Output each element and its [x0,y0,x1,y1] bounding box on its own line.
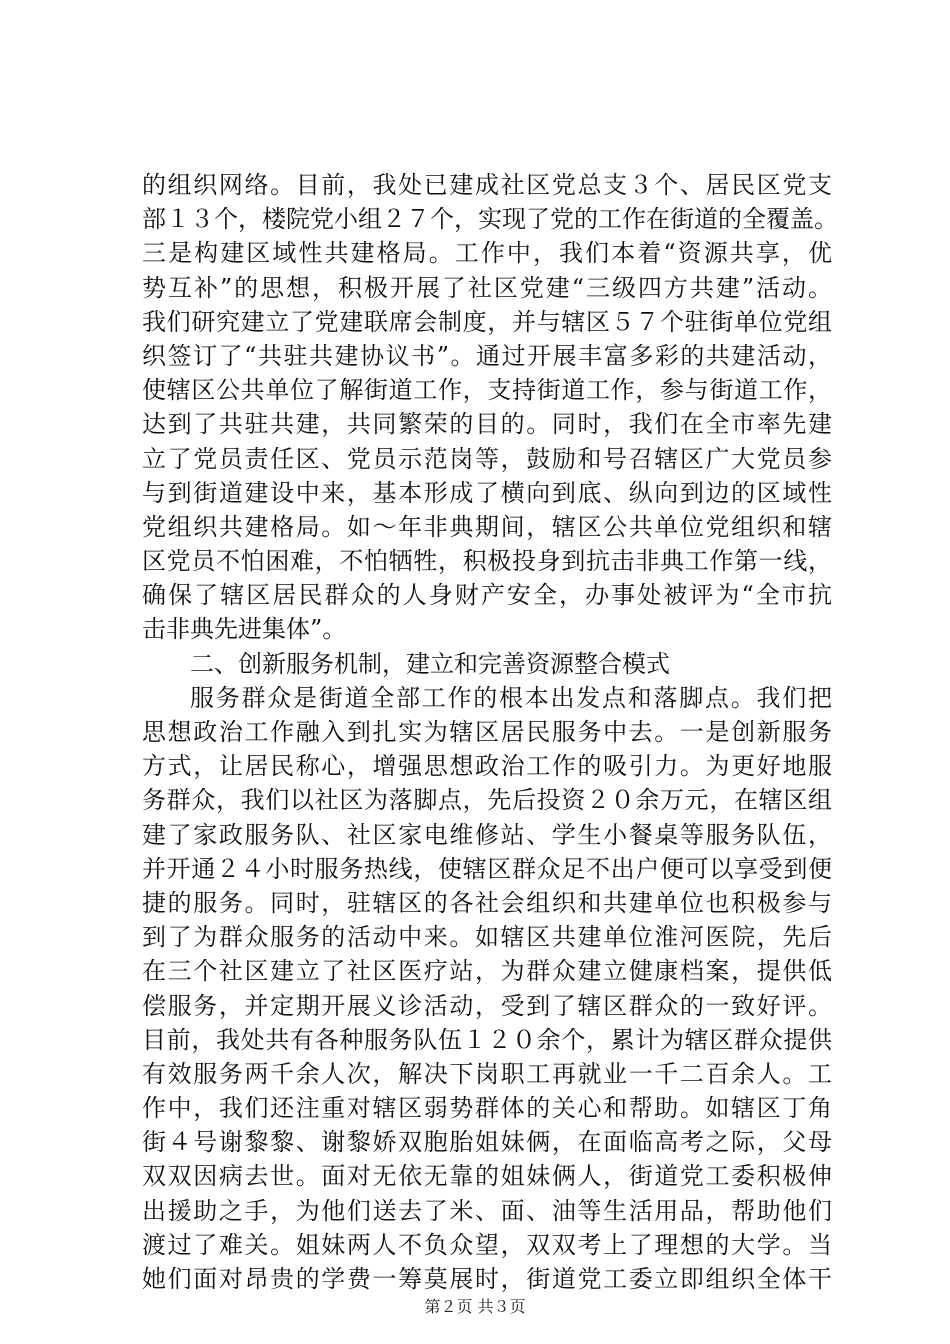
text-line: 织签订了“共驻共建协议书”。通过开展丰富多彩的共建活动， [142,341,832,370]
text-line: 的组织网络。目前，我处已建成社区党总支３个、居民区党支 [142,171,832,199]
text-line: 思想政治工作融入到扎实为辖区居民服务中去。一是创新服务 [142,718,832,746]
text-line: 三是构建区域性共建格局。工作中，我们本着“资源共享，优 [142,239,832,268]
text-line: 确保了辖区居民群众的人身财产安全，办事处被评为“全市抗 [142,581,832,610]
text-line: 有效服务两千余人次，解决下岗职工再就业一千二百余人。工 [142,1059,832,1088]
text-line: 捷的服务。同时，驻辖区的各社会组织和共建单位也积极参与 [142,888,832,917]
text-line: 区党员不怕困难，不怕牺牲，积极投身到抗击非典工作第一线， [142,547,832,576]
text-line: 务群众，我们以社区为落脚点，先后投资２０余万元，在辖区组 [142,786,832,815]
text-line: 势互补”的思想，积极开展了社区党建“三级四方共建”活动。 [142,273,832,302]
text-line: 部１３个，楼院党小组２７个，实现了党的工作在街道的全覆盖。 [142,205,838,234]
section-heading: 二、创新服务机制，建立和完善资源整合模式 [190,649,670,678]
text-line: 作中，我们还注重对辖区弱势群体的关心和帮助。如辖区丁角 [142,1094,832,1123]
text-line: 在三个社区建立了社区医疗站，为群众建立健康档案，提供低 [142,957,832,986]
text-line: 双双因病去世。面对无依无靠的姐妹俩人，街道党工委积极伸 [142,1162,832,1191]
page-footer: 第２页 共３页 [424,1297,526,1316]
text-line: 立了党员责任区、党员示范岗等，鼓励和号召辖区广大党员参 [142,444,832,473]
text-line: 街４号谢黎黎、谢黎娇双胞胎姐妹俩，在面临高考之际，父母 [142,1128,832,1157]
text-line: 到了为群众服务的活动中来。如辖区共建单位淮河医院，先后 [142,923,832,952]
paragraph-end-line: 击非典先进集体”。 [142,615,347,644]
text-line: 渡过了难关。姐妹两人不负众望，双双考上了理想的大学。当 [142,1230,832,1259]
text-line: 达到了共驻共建，共同繁荣的目的。同时，我们在全市率先建 [142,410,832,439]
text-line: 我们研究建立了党建联席会制度，并与辖区５７个驻街单位党组 [142,307,832,336]
text-line: 出援助之手，为他们送去了米、面、油等生活用品，帮助他们 [142,1196,832,1225]
text-line: 党组织共建格局。如～年非典期间，辖区公共单位党组织和辖 [142,512,832,541]
text-line: 方式，让居民称心，增强思想政治工作的吸引力。为更好地服 [142,752,832,781]
text-line: 建了家政服务队、社区家电维修站、学生小餐桌等服务队伍， [142,820,832,849]
text-line: 与到街道建设中来，基本形成了横向到底、纵向到边的区域性 [142,478,832,507]
text-line: 她们面对昂贵的学费一筹莫展时，街道党工委立即组织全体干 [142,1265,832,1293]
text-line: 偿服务，并定期开展义诊活动，受到了辖区群众的一致好评。 [142,991,832,1020]
text-line: 并开通２４小时服务热线，使辖区群众足不出户便可以享受到便 [142,854,832,883]
body-text [142,168,838,1296]
paragraph-first-line: 服务群众是街道全部工作的根本出发点和落脚点。我们把 [190,683,832,712]
text-line: 使辖区公共单位了解街道工作，支持街道工作，参与街道工作， [142,376,832,405]
text-line: 目前，我处共有各种服务队伍１２０余个，累计为辖区群众提供 [142,1025,832,1054]
